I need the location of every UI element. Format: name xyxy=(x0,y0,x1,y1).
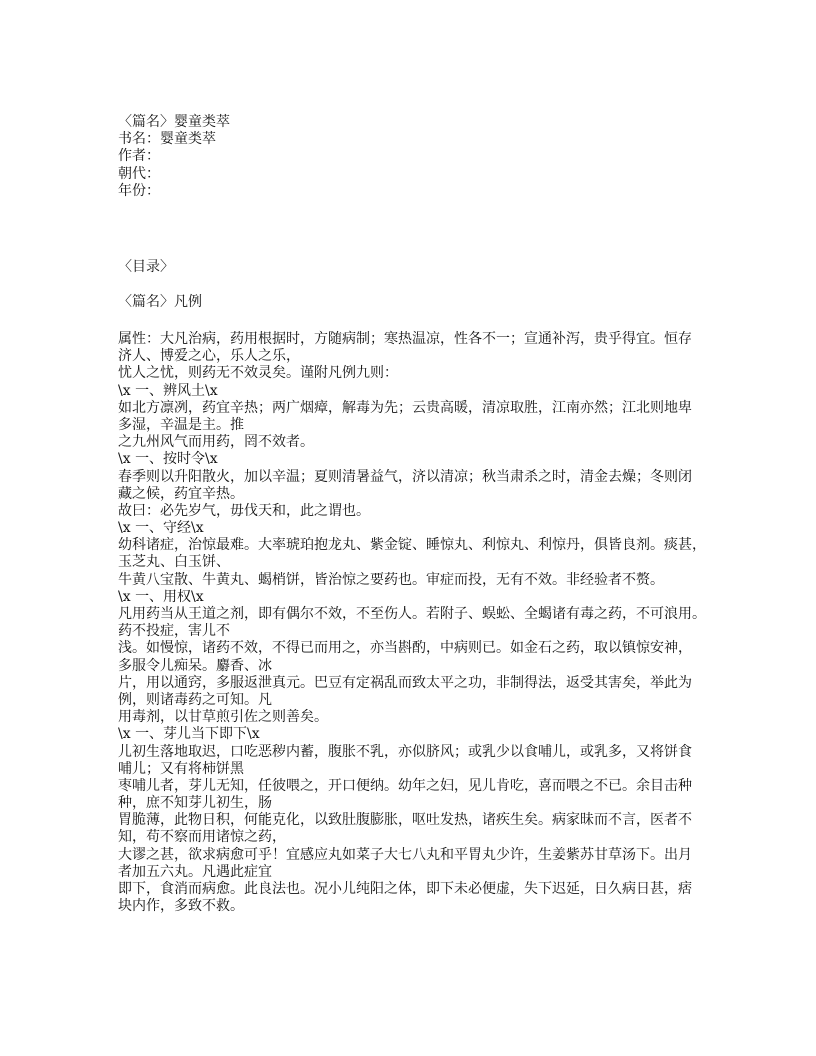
text-line: 凡用药当从王道之剂，即有偶尔不效，不至伤人。若附子、蜈蚣、全蝎诸有毒之药，不可浪用。 xyxy=(118,606,706,622)
section-title: 〈篇名〉凡例 xyxy=(118,294,202,310)
text-line: 块内作，多致不救。 xyxy=(118,898,244,915)
document-body xyxy=(118,331,706,915)
text-line: 例，则诸毒药之可知。凡 xyxy=(118,691,272,708)
text-line: 之九州风气而用药，罔不效者。 xyxy=(118,434,314,451)
text-line: 药不投症，害儿不 xyxy=(118,623,230,640)
text-line: 忧人之忧，则药无不效灵矣。谨附凡例九则： xyxy=(118,365,398,382)
text-line: 哺儿；又有将柿饼黑 xyxy=(118,760,244,777)
toc-heading: 〈目录〉 xyxy=(118,259,174,275)
section-title-block xyxy=(118,294,202,311)
text-line: \x 一、用权\x xyxy=(118,588,204,605)
text-line: 多服令儿痴呆。麝香、冰 xyxy=(118,657,272,674)
text-line: 儿初生落地取迟，口吃恶秽内蓄，腹胀不乳，亦似脐风；或乳少以食哺儿，或乳多，又将饼食 xyxy=(118,743,692,760)
text-line: 种，庶不知芽儿初生，肠 xyxy=(118,795,272,812)
header-line: 作者： xyxy=(118,148,160,165)
header-line: 朝代： xyxy=(118,165,160,182)
text-line: \x 一、芽儿当下即下\x xyxy=(118,726,260,743)
text-line: 即下，食消而病愈。此良法也。况小儿纯阳之体，即下未必便虚，失下迟延，日久病日甚，痞 xyxy=(118,881,692,897)
text-line: 济人、博爱之心，乐人之乐， xyxy=(118,348,300,365)
text-line: 胃脆薄，此物日积，何能克化，以致肚腹膨胀，呕吐发热，诸疾生矣。病家昧而不言，医者不 xyxy=(118,812,692,829)
text-line: 藏之候，药宜辛热。 xyxy=(118,485,244,502)
text-line: 牛黄八宝散、牛黄丸、蝎梢饼，皆治惊之要药也。审症而投，无有不效。非经验者不赘。 xyxy=(118,571,664,588)
text-line: 知，苟不察而用诸惊之药， xyxy=(118,829,286,846)
document-header xyxy=(118,114,230,200)
text-line: 多湿，辛温是主。推 xyxy=(118,416,244,433)
text-line: \x 一、守经\x xyxy=(118,520,204,537)
text-line: \x 一、按时令\x xyxy=(118,451,218,468)
text-line: \x 一、辨风土\x xyxy=(118,382,218,399)
text-line: 如北方凛冽，药宜辛热；两广烟瘴，解毒为先；云贵高暖，清凉取胜，江南亦然；江北则地卑 xyxy=(118,399,692,416)
header-line: 〈篇名〉婴童类萃 xyxy=(118,114,230,130)
text-line: 幼科诸症，治惊最难。大率琥珀抱龙丸、紫金锭、睡惊丸、利惊丸、利惊丹，俱皆良剂。痰甚， xyxy=(118,537,706,554)
text-line: 春季则以升阳散火，加以辛温；夏则清暑益气，济以清凉；秋当肃杀之时，清金去燥；冬则闭 xyxy=(118,468,692,485)
text-line: 用毒剂，以甘草煎引佐之则善矣。 xyxy=(118,709,328,726)
header-line: 书名：婴童类萃 xyxy=(118,131,216,148)
header-line: 年份： xyxy=(118,182,160,199)
toc-label xyxy=(118,259,174,276)
text-line: 属性：大凡治病，药用根据时，方随病制；寒热温凉，性各不一；宣通补泻，贵乎得宜。恒存 xyxy=(118,331,692,347)
text-line: 大谬之甚，欲求病愈可乎！宜感应丸如菜子大七八丸和平胃丸少许，生姜紫苏甘草汤下。出月 xyxy=(118,846,692,863)
text-line: 者加五六丸。凡遇此症宜 xyxy=(118,863,272,880)
text-line: 浅。如慢惊，诸药不效，不得已而用之，亦当斟酌，中病则已。如金石之药，取以镇惊安神， xyxy=(118,640,692,657)
text-line: 故曰：必先岁气，毋伐天和，此之谓也。 xyxy=(118,502,370,519)
text-line: 枣哺儿者，芽儿无知，任彼喂之，开口便纳。幼年之妇，见儿肯吃，喜而喂之不已。余目击种 xyxy=(118,777,692,794)
text-line: 玉芝丸、白玉饼、 xyxy=(118,554,230,571)
text-line: 片，用以通窍，多服返泄真元。巴豆有定祸乱而致太平之功，非制得法，返受其害矣，举此为 xyxy=(118,674,692,691)
